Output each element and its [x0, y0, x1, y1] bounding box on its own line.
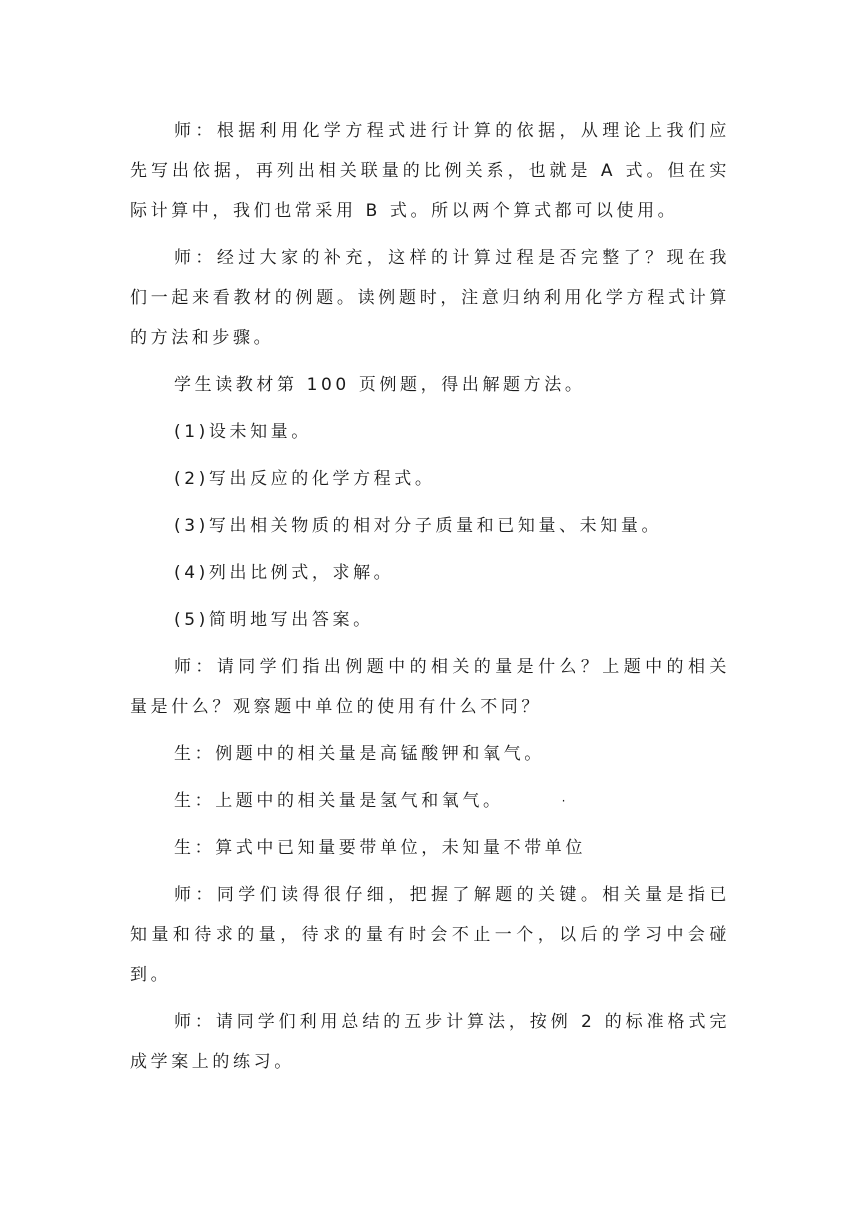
step-3: (3)写出相关物质的相对分子质量和已知量、未知量。 [174, 516, 663, 536]
paragraph-student-answer-2 [130, 781, 730, 821]
step-1: (1)设未知量。 [174, 422, 312, 442]
paragraph-teacher-exercise: 师：请同学们利用总结的五步计算法，按例 2 的标准格式完成学案上的练习。 [130, 1012, 730, 1072]
step-2: (2)写出反应的化学方程式。 [174, 469, 436, 489]
step-5: (5)简明地写出答案。 [174, 610, 374, 630]
paragraph-teacher-praise: 师：同学们读得很仔细，把握了解题的关键。相关量是指已知量和待求的量，待求的量有时会不止一个，以后的学习中会碰到。 [130, 885, 730, 985]
paragraph-teacher-basis: 师：根据利用化学方程式进行计算的依据，从理论上我们应先写出依据，再列出相关联量的比例关系，也就是 A 式。但在实际计算中，我们也常采用 B 式。所以两个算式都可以使用。 [130, 121, 730, 221]
paragraph-teacher-example: 师：经过大家的补充，这样的计算过程是否完整了？现在我们一起来看教材的例题。读例题时，注意归纳利用化学方程式计算的方法和步骤。 [130, 248, 730, 348]
step-4: (4)列出比例式，求解。 [174, 563, 395, 583]
document-body [130, 111, 730, 1082]
paragraph-students-read: 学生读教材第 100 页例题，得出解题方法。 [174, 375, 586, 395]
paragraph-student-answer-3: 生：算式中已知量要带单位，未知量不带单位 [174, 838, 586, 858]
student-answer-2-text: 生：上题中的相关量是氢气和氧气。 [174, 791, 504, 811]
stray-dot-mark: · [561, 794, 566, 808]
paragraph-teacher-question: 师：请同学们指出例题中的相关的量是什么？上题中的相关量是什么？观察题中单位的使用有什么不同？ [130, 657, 730, 717]
paragraph-student-answer-1: 生：例题中的相关量是高锰酸钾和氧气。 [174, 744, 545, 764]
